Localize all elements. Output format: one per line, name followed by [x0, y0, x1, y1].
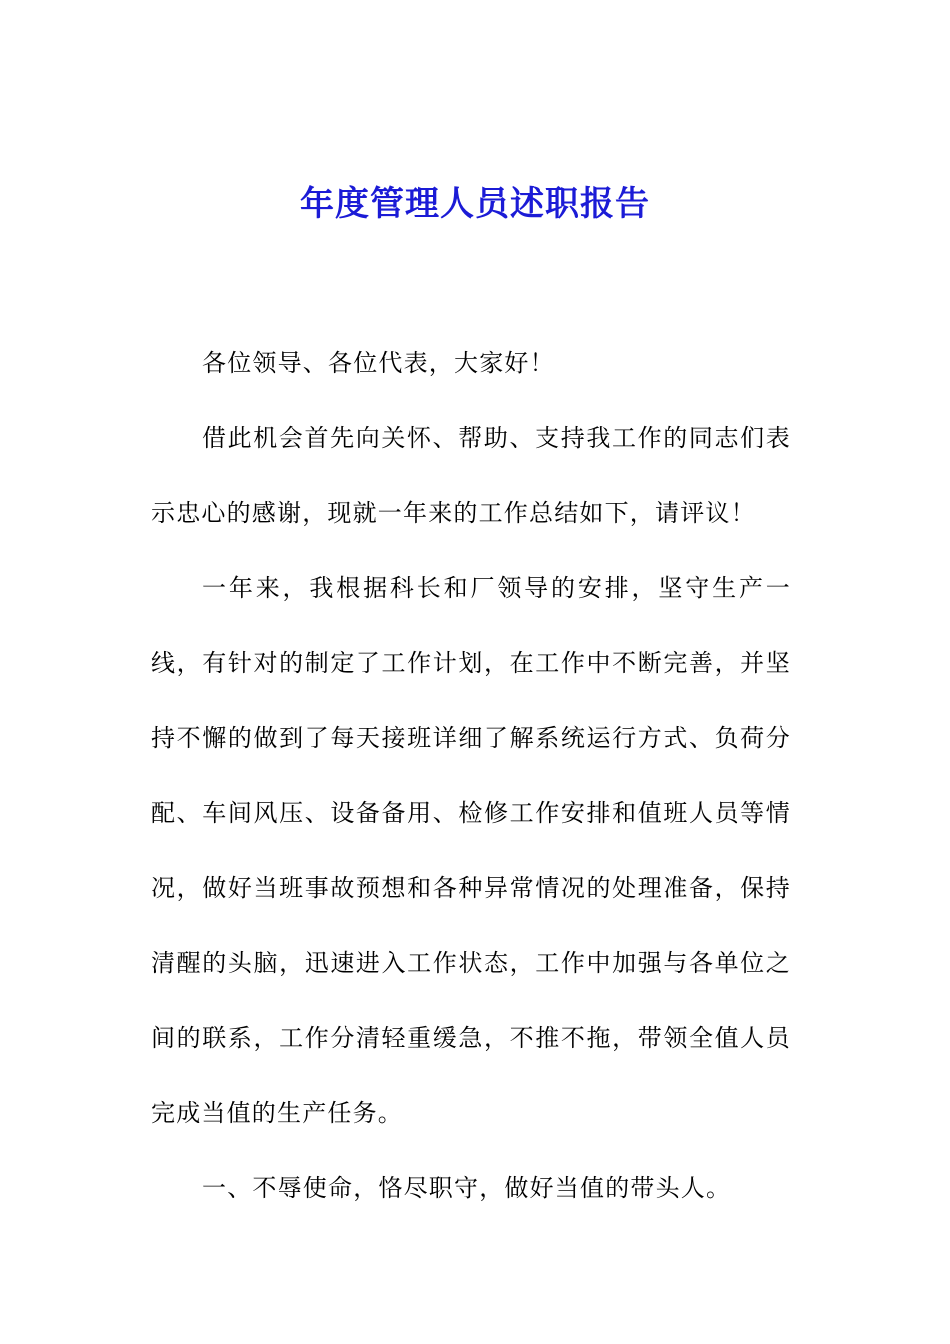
paragraph-section-heading: 一、不辱使命，恪尽职守，做好当值的带头人。	[202, 1174, 732, 1202]
document-title: 年度管理人员述职报告	[300, 184, 650, 224]
paragraph-greeting: 各位领导、各位代表，大家好！	[202, 349, 555, 377]
paragraph-thanks: 借此机会首先向关怀、帮助、支持我工作的同志们表示忠心的感谢，现就一年来的工作总结如下，请评议！	[151, 424, 791, 527]
document-body	[151, 326, 791, 1226]
paragraph-summary: 一年来，我根据科长和厂领导的安排，坚守生产一线，有针对的制定了工作计划，在工作中不断完善，并坚持不懈的做到了每天接班详细了解系统运行方式、负荷分配、车间风压、设备备用、检修工作安排和值班人员等情况，做好当班事故预想和各种异常情况的处理准备，保持清醒的头脑，迅速进入工作状态，工作中加强与各单位之间的联系，工作分清轻重缓急，不推不拖，带领全值人员完成当值的生产任务。	[151, 574, 791, 1127]
